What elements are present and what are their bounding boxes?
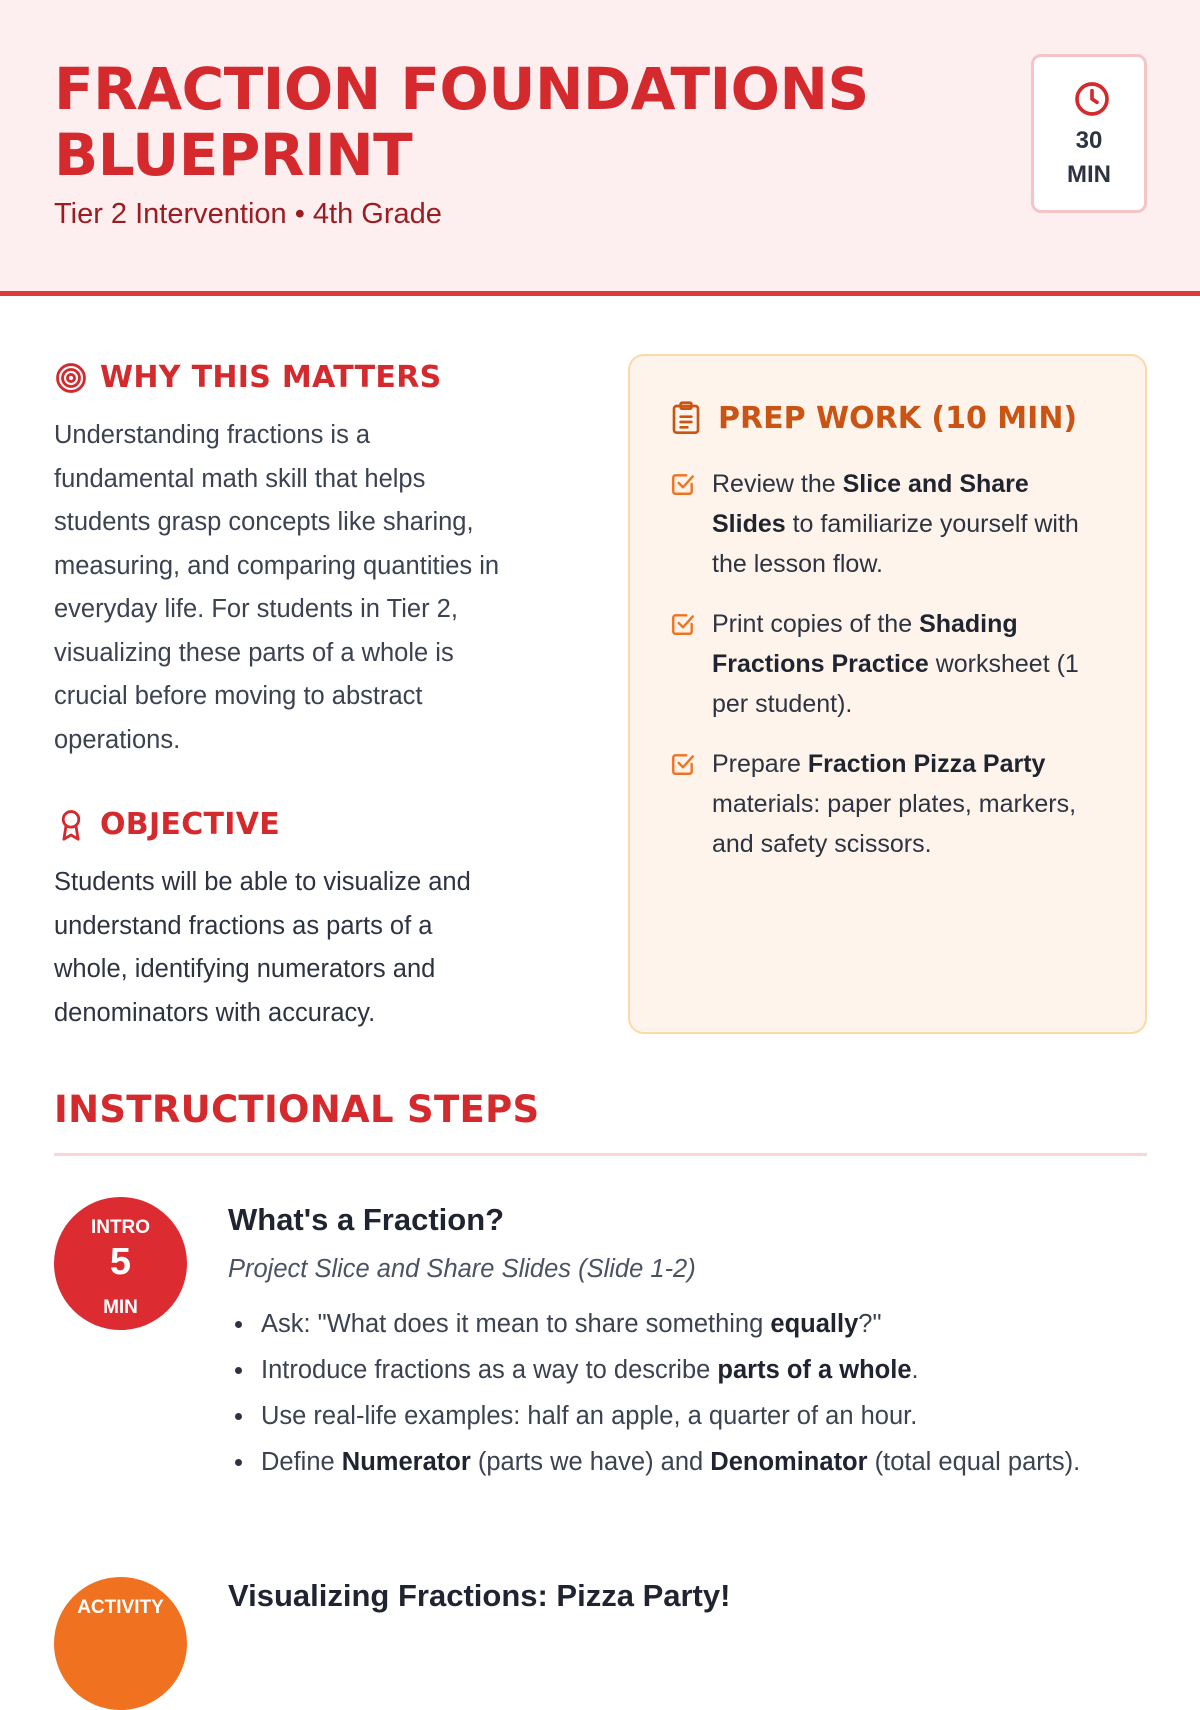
why-line: Understanding fractions is a (54, 421, 371, 449)
step-badge-value: 5 (109, 1241, 132, 1283)
step-bullet: Define Numerator (parts we have) and Denominator (total equal parts). (228, 1442, 1108, 1482)
page-subtitle: Tier 2 Intervention • 4th Grade (54, 198, 442, 230)
step-bullet: Ask: "What does it mean to share something equally?" (228, 1304, 1108, 1344)
award-icon (54, 808, 88, 842)
checkbox-icon (670, 611, 696, 637)
prep-heading-text: PREP WORK (10 MIN) (718, 400, 1078, 436)
prep-work-card (628, 354, 1147, 1034)
step-badge-unit: MIN (103, 1297, 138, 1318)
why-paragraph (54, 414, 574, 762)
why-line: fundamental math skill that helps (54, 464, 426, 493)
why-line: measuring, and comparing quantities in (54, 551, 500, 580)
page-header (0, 0, 1200, 296)
step-badge-intro (54, 1197, 187, 1330)
step-badge-activity (54, 1577, 187, 1710)
objective-line: denominators with accuracy. (54, 998, 376, 1027)
page-title (54, 56, 954, 188)
step-title: What's a Fraction? (228, 1202, 505, 1237)
target-icon (54, 361, 88, 395)
duration-value: 30 (1075, 127, 1103, 154)
why-line: crucial before moving to abstract (54, 682, 423, 710)
objective-line: whole, identifying numerators and (54, 955, 436, 983)
title-line-2: BLUEPRINT (54, 121, 413, 189)
step-bullets (228, 1304, 1108, 1488)
why-heading-text: WHY THIS MATTERS (100, 360, 442, 395)
prep-item: Print copies of the Shading Fractions Practice worksheet (1 per student). (670, 604, 1110, 724)
duration-badge (1031, 54, 1147, 213)
steps-heading: INSTRUCTIONAL STEPS (54, 1088, 540, 1131)
prep-heading (670, 400, 1077, 436)
step-badge-label: ACTIVITY (77, 1597, 164, 1618)
step-bullet: Introduce fractions as a way to describe parts of a whole. (228, 1350, 1108, 1390)
why-heading (54, 360, 442, 395)
step-title: Visualizing Fractions: Pizza Party! (228, 1578, 731, 1613)
clipboard-icon (670, 400, 702, 436)
title-line-1: FRACTION FOUNDATIONS (54, 55, 869, 123)
prep-item: Review the Slice and Share Slides to familiarize yourself with the lesson flow. (670, 464, 1110, 584)
prep-item: Prepare Fraction Pizza Party materials: paper plates, markers, and safety scissors. (670, 744, 1110, 864)
objective-paragraph (54, 861, 594, 1035)
why-line: everyday life. For students in Tier 2, (54, 595, 458, 623)
step-badge-label: INTRO (90, 1217, 151, 1238)
clock-icon (1072, 79, 1112, 119)
step-subtitle: Project Slice and Share Slides (Slide 1-2) (228, 1255, 696, 1283)
checkbox-icon (670, 751, 696, 777)
why-line: operations. (54, 725, 181, 754)
objective-line: understand fractions as parts of a (54, 911, 433, 940)
step-bullet: Use real-life examples: half an apple, a quarter of an hour. (228, 1396, 1108, 1436)
section-divider (54, 1153, 1147, 1156)
duration-unit: MIN (1067, 161, 1111, 188)
prep-list (670, 464, 1110, 884)
objective-line: Students will be able to visualize and (54, 868, 471, 896)
objective-heading (54, 807, 280, 842)
why-line: visualizing these parts of a whole is (54, 638, 454, 667)
why-line: students grasp concepts like sharing, (54, 508, 474, 536)
objective-heading-text: OBJECTIVE (100, 807, 281, 842)
checkbox-icon (670, 471, 696, 497)
